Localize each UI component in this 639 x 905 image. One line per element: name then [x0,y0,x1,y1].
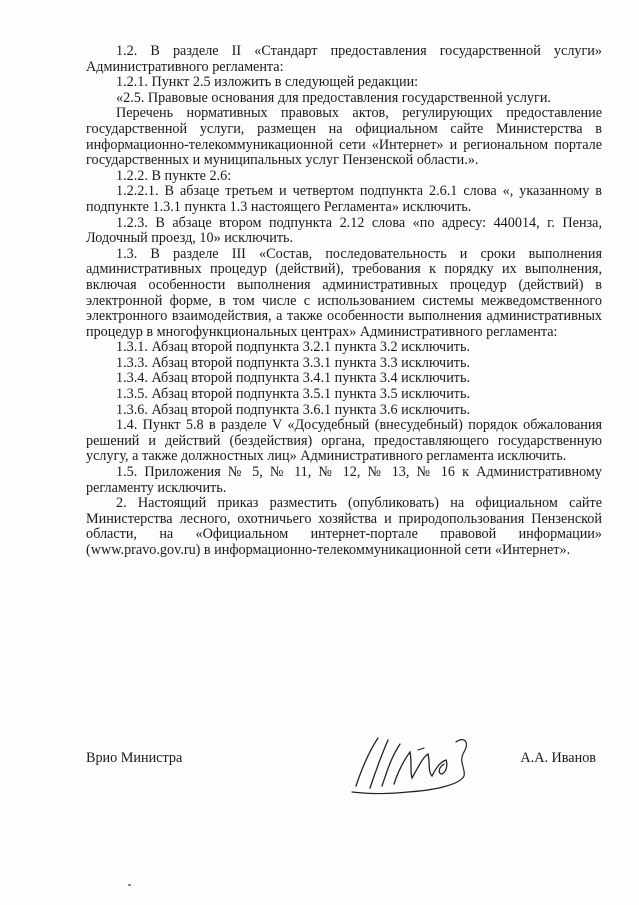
paragraph: 1.3.3. Абзац второй подпункта 3.3.1 пункта 3.3 исключить. [116,354,470,371]
signatory-role: Врио Министра [86,750,183,766]
paragraph: 1.3. В разделе III «Состав, последовательность и сроки выполнения административных процедур (действий), требования к порядку их выполнения, включая особенности выполнения административных процедур (действий) в электронной форме, в том числе с использованием системы межведомственного электронного взаимодействия, а также особенности выполнения административных процедур в многофункциональных центрах» Административного регламента: [86,245,602,340]
paragraph: 1.3.5. Абзац второй подпункта 3.5.1 пункта 3.5 исключить. [116,386,470,403]
paragraph: 1.3.1. Абзац второй подпункта 3.2.1 пункта 3.2 исключить. [116,339,470,356]
paragraph: 1.2.3. В абзаце втором подпункта 2.12 слова «по адресу: 440014, г. Пенза, Лодочный проезд, 10» исключить. [86,214,602,247]
paragraph: 1.2.1. Пункт 2.5 изложить в следующей редакции: [116,74,419,91]
signatory-name: А.А. Иванов [520,750,596,766]
paragraph: 1.2. В разделе II «Стандарт предоставления государственной услуги» Административного регламента: [86,43,602,75]
document-body [86,44,602,559]
paragraph: 1.5. Приложения № 5, № 11, № 12, № 13, № 16 к Административному регламенту исключить. [86,464,602,496]
paragraph: 1.3.4. Абзац второй подпункта 3.4.1 пункта 3.4 исключить. [116,370,470,387]
paragraph: 1.2.2.1. В абзаце третьем и четвертом подпункта 2.6.1 слова «, указанному в подпункте 1.3.1 пункта 1.3 настоящего Регламента» исключить. [86,183,602,215]
paragraph: 1.3.6. Абзац второй подпункта 3.6.1 пункта 3.6 исключить. [116,401,470,418]
paragraph: 1.4. Пункт 5.8 в разделе V «Досудебный (внесудебный) порядок обжалования решений и действий (бездействия) органа, предоставляющего государственную услугу, а также должностных лиц» Административного регламента исключить. [86,417,602,465]
signature-block [86,728,602,808]
scan-speck [128,884,131,886]
paragraph: «2.5. Правовые основания для предоставления государственной услуги. [116,89,551,106]
handwritten-signature [348,728,478,800]
paragraph: Перечень нормативных правовых актов, регулирующих предоставление государственной услуги, размещен на официальном сайте Министерства в информационно-телекоммуникационной сети «Интернет» и региональном портале государственных и муниципальных услуг Пензенской области.». [86,105,602,169]
paragraph: 2. Настоящий приказ разместить (опубликовать) на официальном сайте Министерства лесного, охотничьего хозяйства и природопользования Пензенской области, на «Официальном интернет-портале правовой информации» (www.pravo.gov.ru) в информационно-телекоммуникационной сети «Интернет». [86,495,602,558]
paragraph: 1.2.2. В пункте 2.6: [116,167,232,184]
